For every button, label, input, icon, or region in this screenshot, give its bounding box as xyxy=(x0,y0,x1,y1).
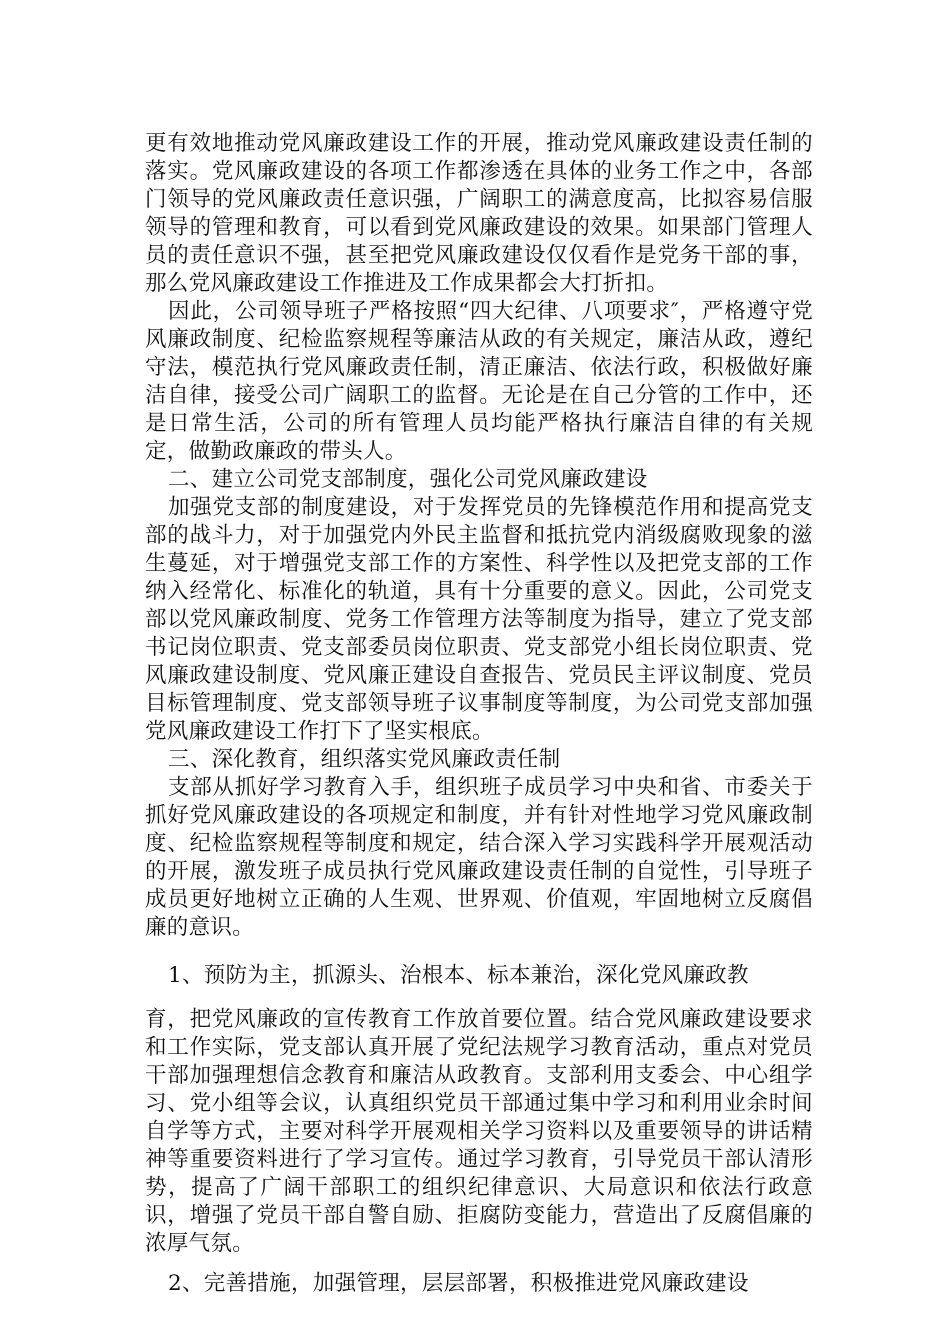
section-heading-three: 三、深化教育，组织落实党风廉政责任制 xyxy=(168,747,561,772)
paragraph-intro-continuation: 更有效地推动党风廉政建设工作的开展，推动党风廉政建设责任制的落实。党风廉政建设的各项工作都渗透在具体的业务工作之中，各部门领导的党风廉政责任意识强，广阔职工的满意度高，比拟容易信服领导的管理和教育，可以看到党风廉政建设的效果。如果部门管理人员的责任意识不强，甚至把党风廉政建设仅仅看作是党务干部的事，那么党风廉政建设工作推进及工作成果都会大打折扣。 xyxy=(145,131,813,296)
list-item-two-heading: 2、完善措施，加强管理，层层部署，积极推进党风廉政建设 xyxy=(168,1271,749,1296)
paragraph-education: 支部从抓好学习教育入手，组织班子成员学习中央和省、市委关于抓好党风廉政建设的各项规定和制度，并有针对性地学习党风廉政制度、纪检监察规程等制度和规定，结合深入学习实践科学开展观活动的开展，激发班子成员执行党风廉政建设责任制的自觉性，引导班子成员更好地树立正确的人生观、世界观、价值观，牢固地树立反腐倡廉的意识。 xyxy=(145,775,813,940)
paragraph-branch-system: 加强党支部的制度建设，对于发挥党员的先锋模范作用和提高党支部的战斗力，对于加强党内外民主监督和抵抗党内消级腐败现象的滋生蔓延，对于增强党支部工作的方案性、科学性以及把党支部的工作纳入经常化、标准化的轨道，具有十分重要的意义。因此，公司党支部以党风廉政制度、党务工作管理方法等制度为指导，建立了党支部书记岗位职责、党支部委员岗位职责、党支部党小组长岗位职责、党风廉政建设制度、党风廉正建设自查报告、党员民主评议制度、党员目标管理制度、党支部领导班子议事制度等制度，为公司党支部加强党风廉政建设工作打下了坚实根底。 xyxy=(145,495,813,744)
paragraph-leadership-discipline: 因此，公司领导班子严格按照“四大纪律、八项要求″，严格遵守党风廉政制度、纪检监察规程等廉洁从政的有关规定，廉洁从政，遵纪守法，模范执行党风廉政责任制，清正廉洁、依法行政，积极做好廉洁自律，接受公司广阔职工的监督。无论是在自己分管的工作中，还是日常生活，公司的所有管理人员均能严格执行廉洁自律的有关规定，做勤政廉政的带头人。 xyxy=(145,299,813,464)
document-body xyxy=(145,130,813,1298)
paragraph-item-one-body: 育，把党风廉政的宣传教育工作放首要位置。结合党风廉政建设要求和工作实际，党支部认真开展了党纪法规学习教育活动，重点对党员干部加强理想信念教育和廉洁从政教育。支部利用支委会、中心组学习、党小组等会议，认真组织党员干部通过集中学习和利用业余时间自学等方式，主要对科学开展观相关学习资料以及重要领导的讲话精神等重要资料进行了学习宣传。通过学习教育，引导党员干部认清形势，提高了广阔干部职工的组织纪律意识、大局意识和依法行政意识，增强了党员干部自警自励、拒腐防变能力，营造出了反腐倡廉的浓厚气氛。 xyxy=(145,1007,813,1256)
list-item-one-heading: 1、预防为主，抓源头、治根本、标本兼治，深化党风廉政教 xyxy=(168,963,749,988)
section-heading-two: 二、建立公司党支部制度，强化公司党风廉政建设 xyxy=(168,467,648,492)
